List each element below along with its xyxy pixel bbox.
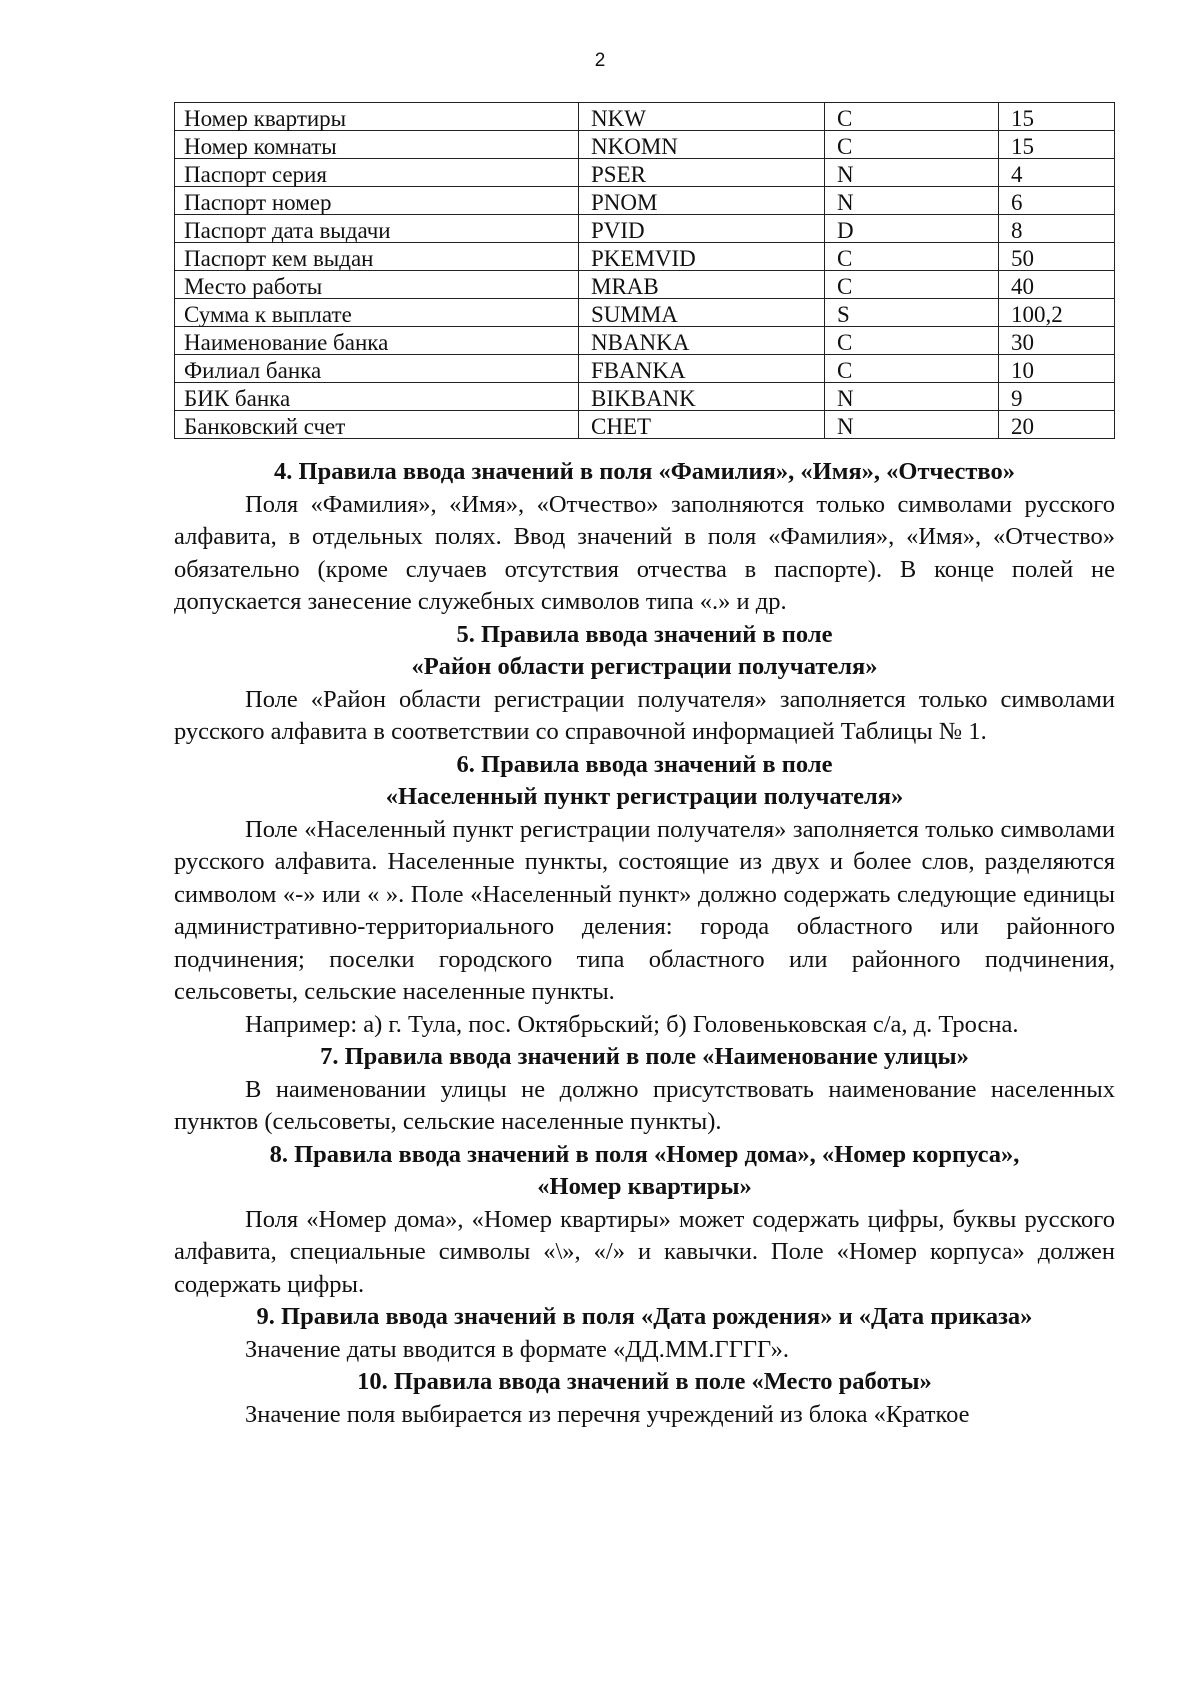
field-code-cell: FBANKA (579, 355, 825, 383)
field-name-cell: Паспорт номер (175, 187, 579, 215)
fields-table (174, 102, 1115, 439)
section-4-paragraph: Поля «Фамилия», «Имя», «Отчество» заполняются только символами русского алфавита, в отдельных полях. Ввод значений в поля «Фамилия», «Имя», «Отчество» обязательно (кроме случаев отсутствия отчества в паспорте). В конце полей не допускается занесение служебных символов типа «.» и др. (174, 490, 1115, 615)
field-length-cell: 40 (999, 271, 1115, 299)
section-7-heading: 7. Правила ввода значений в поле «Наименование улицы» (320, 1043, 969, 1070)
table-row (175, 299, 1115, 327)
field-name-cell: Паспорт серия (175, 159, 579, 187)
field-code-cell: PKEMVID (579, 243, 825, 271)
field-length-cell: 50 (999, 243, 1115, 271)
field-name-cell: Сумма к выплате (175, 299, 579, 327)
page-number: 2 (594, 50, 606, 71)
field-length-cell: 30 (999, 327, 1115, 355)
field-type-cell: D (825, 215, 999, 243)
section-10-paragraph: Значение поля выбирается из перечня учреждений из блока «Краткое (245, 1400, 970, 1428)
section-5-paragraph: Поле «Район области регистрации получателя» заполняется только символами русского алфавита в соответствии со справочной информацией Таблицы № 1. (174, 685, 1115, 745)
field-code-cell: MRAB (579, 271, 825, 299)
field-code-cell: NKW (579, 103, 825, 131)
field-name-cell: Номер квартиры (175, 103, 579, 131)
table-row (175, 355, 1115, 383)
field-type-cell: S (825, 299, 999, 327)
section-5-heading (174, 619, 1115, 684)
field-code-cell: CHET (579, 411, 825, 439)
table-row (175, 327, 1115, 355)
field-type-cell: N (825, 411, 999, 439)
table-row (175, 271, 1115, 299)
section-6-paragraph-2: Например: а) г. Тула, пос. Октябрьский; б) Головеньковская с/а, д. Тросна. (245, 1010, 1019, 1038)
fields-table-body (175, 103, 1115, 439)
field-name-cell: Паспорт дата выдачи (175, 215, 579, 243)
section-6-heading-line-2: «Населенный пункт регистрации получателя» (385, 783, 904, 810)
field-type-cell: N (825, 383, 999, 411)
field-type-cell: C (825, 327, 999, 355)
table-row (175, 411, 1115, 439)
section-6-paragraph-1: Поле «Населенный пункт регистрации получателя» заполняется только символами русского алфавита. Населенные пункты, состоящие из двух и более слов, разделяются символом «-» или « ». Поле «Населенный пункт» должно содержать следующие единицы административно-территориального деления: города областного или районного подчинения; поселки городского типа областного или районного подчинения, сельсоветы, сельские населенные пункты. (174, 815, 1115, 1005)
field-name-cell: БИК банка (175, 383, 579, 411)
table-row (175, 131, 1115, 159)
section-6-heading-line-1: 6. Правила ввода значений в поле (456, 750, 833, 778)
field-code-cell: NKOMN (579, 131, 825, 159)
section-8-heading-line-2: «Номер квартиры» (537, 1173, 752, 1200)
field-code-cell: PVID (579, 215, 825, 243)
section-10-heading: 10. Правила ввода значений в поле «Место работы» (357, 1368, 932, 1395)
field-length-cell: 8 (999, 215, 1115, 243)
section-7-paragraph: В наименовании улицы не должно присутствовать наименование населенных пунктов (сельсоветы, сельские населенные пункты). (174, 1075, 1115, 1135)
section-5-heading-line-1: 5. Правила ввода значений в поле (456, 620, 833, 648)
section-8-heading-line-1: 8. Правила ввода значений в поля «Номер дома», «Номер корпуса», (269, 1140, 1020, 1168)
field-length-cell: 15 (999, 103, 1115, 131)
field-length-cell: 15 (999, 131, 1115, 159)
field-type-cell: C (825, 243, 999, 271)
field-code-cell: NBANKA (579, 327, 825, 355)
field-code-cell: SUMMA (579, 299, 825, 327)
field-type-cell: N (825, 187, 999, 215)
field-type-cell: C (825, 103, 999, 131)
field-name-cell: Паспорт кем выдан (175, 243, 579, 271)
table-row (175, 159, 1115, 187)
field-name-cell: Место работы (175, 271, 579, 299)
section-8-heading (174, 1139, 1115, 1204)
field-length-cell: 9 (999, 383, 1115, 411)
field-type-cell: N (825, 159, 999, 187)
section-5-heading-line-2: «Район области регистрации получателя» (411, 653, 878, 680)
document-body (174, 456, 1115, 1431)
table-row (175, 103, 1115, 131)
field-name-cell: Филиал банка (175, 355, 579, 383)
field-code-cell: PNOM (579, 187, 825, 215)
section-6-heading (174, 749, 1115, 814)
section-8-paragraph: Поля «Номер дома», «Номер квартиры» может содержать цифры, буквы русского алфавита, специальные символы «\», «/» и кавычки. Поле «Номер корпуса» должен содержать цифры. (174, 1205, 1115, 1298)
section-9-paragraph: Значение даты вводится в формате «ДД.ММ.ГГГГ». (245, 1335, 789, 1363)
section-9-heading: 9. Правила ввода значений в поля «Дата рождения» и «Дата приказа» (256, 1303, 1033, 1330)
field-name-cell: Банковский счет (175, 411, 579, 439)
field-name-cell: Номер комнаты (175, 131, 579, 159)
field-name-cell: Наименование банка (175, 327, 579, 355)
field-length-cell: 4 (999, 159, 1115, 187)
field-length-cell: 6 (999, 187, 1115, 215)
table-row (175, 243, 1115, 271)
table-row (175, 383, 1115, 411)
section-4-heading: 4. Правила ввода значений в поля «Фамилия», «Имя», «Отчество» (274, 458, 1015, 485)
field-type-cell: C (825, 131, 999, 159)
table-row (175, 215, 1115, 243)
field-code-cell: BIKBANK (579, 383, 825, 411)
field-length-cell: 100,2 (999, 299, 1115, 327)
field-type-cell: C (825, 271, 999, 299)
field-length-cell: 10 (999, 355, 1115, 383)
field-length-cell: 20 (999, 411, 1115, 439)
table-row (175, 187, 1115, 215)
field-code-cell: PSER (579, 159, 825, 187)
field-type-cell: C (825, 355, 999, 383)
